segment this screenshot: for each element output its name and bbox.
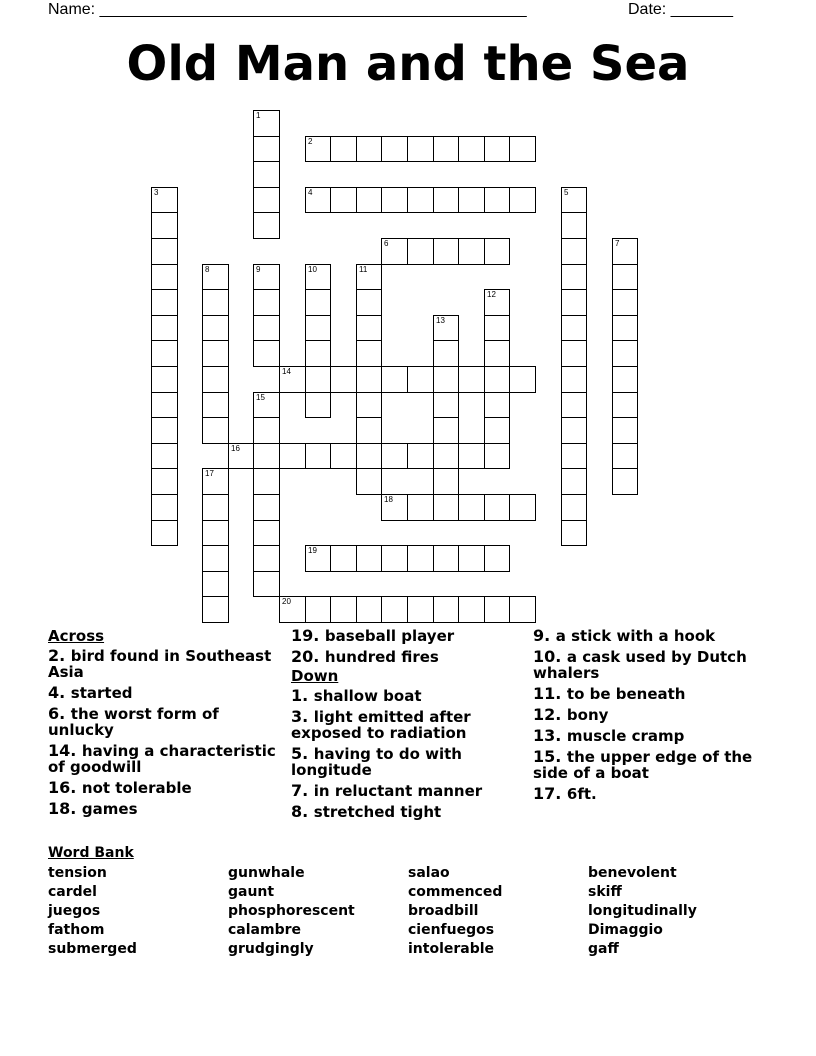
grid-cell[interactable] bbox=[458, 366, 485, 393]
clue-item-number: 5. bbox=[291, 744, 314, 763]
grid-cell[interactable] bbox=[253, 136, 280, 162]
clue-item bbox=[291, 688, 531, 704]
clues-column-2 bbox=[291, 628, 531, 825]
grid-cell[interactable] bbox=[484, 187, 510, 213]
clue-item-number: 13. bbox=[533, 726, 567, 745]
grid-cell[interactable] bbox=[407, 545, 434, 572]
clue-item-number: 9. bbox=[533, 626, 556, 645]
grid-cell[interactable] bbox=[433, 340, 459, 367]
grid-cell[interactable] bbox=[305, 596, 331, 623]
grid-cell[interactable] bbox=[202, 417, 229, 444]
grid-cell[interactable] bbox=[253, 468, 280, 495]
grid-cell[interactable] bbox=[151, 392, 178, 418]
grid-cell[interactable] bbox=[484, 315, 510, 341]
clue-item-text: stretched tight bbox=[313, 803, 442, 821]
clue-item bbox=[291, 783, 531, 799]
grid-cell[interactable] bbox=[561, 494, 587, 521]
grid-cell[interactable] bbox=[458, 238, 485, 265]
clue-item-text: to be beneath bbox=[566, 685, 686, 703]
clue-number: 2 bbox=[308, 137, 313, 146]
clue-item-number: 19. bbox=[291, 626, 325, 645]
grid-cell[interactable] bbox=[305, 187, 331, 213]
grid-cell[interactable] bbox=[356, 443, 382, 469]
grid-cell[interactable] bbox=[253, 212, 280, 239]
clue-number: 4 bbox=[308, 188, 313, 197]
clue-number: 11 bbox=[359, 265, 368, 274]
clue-item-number: 8. bbox=[291, 802, 314, 821]
grid-cell[interactable] bbox=[305, 443, 331, 469]
grid-cell[interactable] bbox=[253, 289, 280, 316]
grid-cell[interactable] bbox=[202, 545, 229, 572]
grid-cell[interactable] bbox=[151, 289, 178, 316]
grid-cell[interactable] bbox=[433, 187, 459, 213]
grid-cell[interactable] bbox=[561, 238, 587, 265]
grid-cell[interactable] bbox=[202, 571, 229, 597]
clue-item-text: started bbox=[70, 684, 133, 702]
grid-cell[interactable] bbox=[305, 340, 331, 367]
grid-cell[interactable] bbox=[509, 366, 536, 393]
clue-item-number: 15. bbox=[533, 747, 567, 766]
clue-item bbox=[48, 801, 288, 817]
clue-item bbox=[533, 649, 778, 681]
grid-cell[interactable] bbox=[253, 417, 280, 444]
grid-cell[interactable] bbox=[305, 366, 331, 393]
grid-cell[interactable] bbox=[612, 417, 638, 444]
grid-cell[interactable] bbox=[253, 545, 280, 572]
grid-cell[interactable] bbox=[458, 494, 485, 521]
word-bank-item: cardel bbox=[48, 884, 97, 900]
clue-number: 15 bbox=[256, 393, 265, 402]
grid-cell[interactable] bbox=[381, 443, 408, 469]
clue-item-number: 14. bbox=[48, 741, 82, 760]
grid-cell[interactable] bbox=[407, 494, 434, 521]
grid-cell[interactable] bbox=[407, 187, 434, 213]
word-bank-item: tension bbox=[48, 865, 107, 881]
across-heading: Across bbox=[48, 627, 105, 645]
grid-cell[interactable] bbox=[458, 136, 485, 162]
grid-cell[interactable] bbox=[612, 238, 638, 265]
grid-cell[interactable] bbox=[202, 596, 229, 623]
grid-cell[interactable] bbox=[151, 187, 178, 213]
clue-item bbox=[533, 628, 778, 644]
word-bank-item: gunwhale bbox=[228, 865, 305, 881]
grid-cell[interactable] bbox=[484, 392, 510, 418]
grid-cell[interactable] bbox=[561, 315, 587, 341]
grid-cell[interactable] bbox=[202, 289, 229, 316]
grid-cell[interactable] bbox=[279, 366, 306, 393]
grid-cell[interactable] bbox=[458, 596, 485, 623]
clue-item-number: 3. bbox=[291, 707, 314, 726]
grid-cell[interactable] bbox=[356, 417, 382, 444]
clue-number: 16 bbox=[231, 444, 240, 453]
grid-cell[interactable] bbox=[484, 289, 510, 316]
page-title: Old Man and the Sea bbox=[126, 36, 690, 92]
clue-item bbox=[291, 804, 531, 820]
word-bank-item: phosphorescent bbox=[228, 903, 355, 919]
clue-item-text: a stick with a hook bbox=[555, 627, 716, 645]
grid-cell[interactable] bbox=[356, 366, 382, 393]
grid-cell[interactable] bbox=[561, 340, 587, 367]
grid-cell[interactable] bbox=[612, 264, 638, 290]
clue-item-number: 18. bbox=[48, 799, 82, 818]
clue-item bbox=[48, 743, 288, 775]
grid-cell[interactable] bbox=[381, 238, 408, 265]
grid-cell[interactable] bbox=[433, 596, 459, 623]
word-bank-heading: Word Bank bbox=[48, 845, 134, 861]
grid-cell[interactable] bbox=[279, 596, 306, 623]
name-line: Name: ________________________________________________ bbox=[48, 1, 527, 18]
grid-cell[interactable] bbox=[407, 136, 434, 162]
grid-cell[interactable] bbox=[253, 520, 280, 546]
clue-item-text: in reluctant manner bbox=[313, 782, 483, 800]
grid-cell[interactable] bbox=[356, 187, 382, 213]
grid-cell[interactable] bbox=[356, 392, 382, 418]
grid-cell[interactable] bbox=[202, 494, 229, 521]
grid-cell[interactable] bbox=[433, 238, 459, 265]
grid-cell[interactable] bbox=[561, 417, 587, 444]
grid-cell[interactable] bbox=[509, 187, 536, 213]
grid-cell[interactable] bbox=[305, 264, 331, 290]
grid-cell[interactable] bbox=[612, 340, 638, 367]
grid-cell[interactable] bbox=[356, 315, 382, 341]
grid-cell[interactable] bbox=[305, 136, 331, 162]
grid-cell[interactable] bbox=[561, 443, 587, 469]
clue-item-text: muscle cramp bbox=[566, 727, 685, 745]
clue-item-text: games bbox=[81, 800, 138, 818]
grid-cell[interactable] bbox=[561, 187, 587, 213]
grid-cell[interactable] bbox=[381, 596, 408, 623]
grid-cell[interactable] bbox=[151, 520, 178, 546]
clue-item-number: 2. bbox=[48, 646, 71, 665]
clue-item bbox=[533, 707, 778, 723]
grid-cell[interactable] bbox=[484, 417, 510, 444]
grid-cell[interactable] bbox=[612, 468, 638, 495]
grid-cell[interactable] bbox=[151, 417, 178, 444]
clue-item-text: the worst form of unlucky bbox=[48, 705, 219, 739]
grid-cell[interactable] bbox=[484, 443, 510, 469]
grid-cell[interactable] bbox=[612, 443, 638, 469]
clue-number: 1 bbox=[256, 111, 261, 120]
clue-item bbox=[291, 649, 531, 665]
grid-cell[interactable] bbox=[253, 340, 280, 367]
word-bank-item: juegos bbox=[48, 903, 101, 919]
clue-item-number: 6. bbox=[48, 704, 71, 723]
word-bank-item: benevolent bbox=[588, 865, 677, 881]
grid-cell[interactable] bbox=[356, 136, 382, 162]
grid-cell[interactable] bbox=[151, 212, 178, 239]
grid-cell[interactable] bbox=[433, 136, 459, 162]
grid-cell[interactable] bbox=[484, 136, 510, 162]
clue-item-text: not tolerable bbox=[81, 779, 192, 797]
grid-cell[interactable] bbox=[151, 494, 178, 521]
grid-cell[interactable] bbox=[612, 315, 638, 341]
grid-cell[interactable] bbox=[151, 264, 178, 290]
clue-number: 14 bbox=[282, 367, 291, 376]
grid-cell[interactable] bbox=[330, 187, 357, 213]
grid-cell[interactable] bbox=[253, 315, 280, 341]
clue-item-text: having a characteristic of goodwill bbox=[48, 742, 276, 776]
grid-cell[interactable] bbox=[253, 187, 280, 213]
word-bank-item: cienfuegos bbox=[408, 922, 495, 938]
grid-cell[interactable] bbox=[356, 545, 382, 572]
clues-column-1 bbox=[48, 628, 288, 822]
clue-item-number: 10. bbox=[533, 647, 567, 666]
grid-cell[interactable] bbox=[381, 187, 408, 213]
clue-number: 12 bbox=[487, 290, 496, 299]
down-heading: Down bbox=[291, 667, 339, 685]
grid-cell[interactable] bbox=[458, 545, 485, 572]
clue-item bbox=[533, 749, 778, 781]
grid-cell[interactable] bbox=[561, 520, 587, 546]
grid-cell[interactable] bbox=[433, 494, 459, 521]
grid-cell[interactable] bbox=[509, 596, 536, 623]
grid-cell[interactable] bbox=[381, 366, 408, 393]
grid-cell[interactable] bbox=[228, 443, 254, 469]
clue-item bbox=[48, 706, 288, 738]
clue-item-number: 7. bbox=[291, 781, 314, 800]
grid-cell[interactable] bbox=[484, 238, 510, 265]
clue-item bbox=[533, 686, 778, 702]
clue-item-text: hundred fires bbox=[324, 648, 439, 666]
grid-cell[interactable] bbox=[561, 468, 587, 495]
clue-item bbox=[48, 685, 288, 701]
clue-number: 7 bbox=[615, 239, 620, 248]
grid-cell[interactable] bbox=[407, 596, 434, 623]
grid-cell[interactable] bbox=[433, 443, 459, 469]
word-bank-item: salao bbox=[408, 865, 450, 881]
grid-cell[interactable] bbox=[151, 443, 178, 469]
grid-cell[interactable] bbox=[305, 289, 331, 316]
word-bank-item: skiff bbox=[588, 884, 622, 900]
grid-cell[interactable] bbox=[381, 494, 408, 521]
word-bank-column-1 bbox=[48, 864, 228, 959]
grid-cell[interactable] bbox=[484, 340, 510, 367]
grid-cell[interactable] bbox=[356, 289, 382, 316]
grid-cell[interactable] bbox=[202, 264, 229, 290]
grid-cell[interactable] bbox=[253, 264, 280, 290]
word-bank-item: Dimaggio bbox=[588, 922, 663, 938]
clue-number: 17 bbox=[205, 469, 214, 478]
word-bank-item: grudgingly bbox=[228, 941, 314, 957]
clue-item-number: 12. bbox=[533, 705, 567, 724]
grid-cell[interactable] bbox=[356, 264, 382, 290]
grid-cell[interactable] bbox=[561, 264, 587, 290]
clue-item-number: 1. bbox=[291, 686, 314, 705]
grid-cell[interactable] bbox=[433, 392, 459, 418]
grid-cell[interactable] bbox=[330, 443, 357, 469]
grid-cell[interactable] bbox=[253, 443, 280, 469]
clue-number: 13 bbox=[436, 316, 445, 325]
clue-item bbox=[48, 780, 288, 796]
clue-number: 3 bbox=[154, 188, 159, 197]
clue-item-text: shallow boat bbox=[313, 687, 422, 705]
grid-cell[interactable] bbox=[484, 596, 510, 623]
grid-cell[interactable] bbox=[330, 545, 357, 572]
clue-item bbox=[291, 628, 531, 644]
clue-number: 5 bbox=[564, 188, 569, 197]
grid-cell[interactable] bbox=[202, 366, 229, 393]
grid-cell[interactable] bbox=[356, 340, 382, 367]
grid-cell[interactable] bbox=[253, 110, 280, 137]
grid-cell[interactable] bbox=[484, 494, 510, 521]
grid-cell[interactable] bbox=[612, 289, 638, 316]
clue-item-number: 11. bbox=[533, 684, 567, 703]
grid-cell[interactable] bbox=[407, 366, 434, 393]
date-line: Date: _______ bbox=[628, 1, 733, 18]
grid-cell[interactable] bbox=[407, 443, 434, 469]
clue-item-text: 6ft. bbox=[566, 785, 597, 803]
clues-column-3 bbox=[533, 628, 778, 807]
word-bank-item: gaff bbox=[588, 941, 619, 957]
clue-number: 8 bbox=[205, 265, 210, 274]
clue-number: 19 bbox=[308, 546, 317, 555]
grid-cell[interactable] bbox=[253, 161, 280, 188]
grid-cell[interactable] bbox=[330, 136, 357, 162]
word-bank-column-4 bbox=[588, 864, 768, 959]
word-bank-item: longitudinally bbox=[588, 903, 697, 919]
grid-cell[interactable] bbox=[305, 545, 331, 572]
word-bank-item: intolerable bbox=[408, 941, 495, 957]
grid-cell[interactable] bbox=[253, 494, 280, 521]
grid-cell[interactable] bbox=[561, 392, 587, 418]
grid-cell[interactable] bbox=[253, 392, 280, 418]
clue-item-number: 16. bbox=[48, 778, 82, 797]
grid-cell[interactable] bbox=[509, 136, 536, 162]
grid-cell[interactable] bbox=[509, 494, 536, 521]
word-bank-item: gaunt bbox=[228, 884, 275, 900]
grid-cell[interactable] bbox=[381, 136, 408, 162]
grid-cell[interactable] bbox=[151, 468, 178, 495]
clue-item bbox=[291, 709, 531, 741]
grid-cell[interactable] bbox=[458, 443, 485, 469]
clue-item-number: 20. bbox=[291, 647, 325, 666]
grid-cell[interactable] bbox=[561, 289, 587, 316]
grid-cell[interactable] bbox=[151, 238, 178, 265]
clue-item-text: having to do with longitude bbox=[291, 745, 462, 779]
clue-number: 20 bbox=[282, 597, 291, 606]
grid-cell[interactable] bbox=[484, 366, 510, 393]
grid-cell[interactable] bbox=[433, 545, 459, 572]
grid-cell[interactable] bbox=[202, 468, 229, 495]
word-bank-item: submerged bbox=[48, 941, 137, 957]
grid-cell[interactable] bbox=[330, 596, 357, 623]
word-bank-item: commenced bbox=[408, 884, 503, 900]
grid-cell[interactable] bbox=[433, 417, 459, 444]
grid-cell[interactable] bbox=[202, 315, 229, 341]
grid-cell[interactable] bbox=[151, 340, 178, 367]
grid-cell[interactable] bbox=[561, 366, 587, 393]
word-bank-column-2 bbox=[228, 864, 408, 959]
clue-number: 9 bbox=[256, 265, 261, 274]
word-bank-item: broadbill bbox=[408, 903, 479, 919]
grid-cell[interactable] bbox=[356, 468, 382, 495]
word-bank-column-3 bbox=[408, 864, 588, 959]
grid-cell[interactable] bbox=[433, 366, 459, 393]
clue-item-text: light emitted after exposed to radiation bbox=[291, 708, 471, 742]
word-bank-item: fathom bbox=[48, 922, 105, 938]
grid-cell[interactable] bbox=[202, 340, 229, 367]
clue-item bbox=[533, 786, 778, 802]
clue-number: 18 bbox=[384, 495, 393, 504]
grid-cell[interactable] bbox=[151, 315, 178, 341]
clue-item-text: bony bbox=[566, 706, 609, 724]
grid-cell[interactable] bbox=[407, 238, 434, 265]
grid-cell[interactable] bbox=[202, 520, 229, 546]
grid-cell[interactable] bbox=[484, 545, 510, 572]
grid-cell[interactable] bbox=[253, 571, 280, 597]
grid-cell[interactable] bbox=[433, 468, 459, 495]
clue-item-text: the upper edge of the side of a boat bbox=[533, 748, 753, 782]
clue-item-number: 4. bbox=[48, 683, 71, 702]
grid-cell[interactable] bbox=[202, 392, 229, 418]
clue-item bbox=[291, 746, 531, 778]
clue-item-text: bird found in Southeast Asia bbox=[48, 647, 272, 681]
grid-cell[interactable] bbox=[433, 315, 459, 341]
clue-number: 6 bbox=[384, 239, 389, 248]
clue-number: 10 bbox=[308, 265, 317, 274]
grid-cell[interactable] bbox=[279, 443, 306, 469]
grid-cell[interactable] bbox=[561, 212, 587, 239]
word-bank-item: calambre bbox=[228, 922, 302, 938]
grid-cell[interactable] bbox=[612, 392, 638, 418]
clue-item-number: 17. bbox=[533, 784, 567, 803]
grid-cell[interactable] bbox=[356, 596, 382, 623]
grid-cell[interactable] bbox=[612, 366, 638, 393]
grid-cell[interactable] bbox=[305, 392, 331, 418]
clue-item bbox=[533, 728, 778, 744]
grid-cell[interactable] bbox=[381, 545, 408, 572]
grid-cell[interactable] bbox=[305, 315, 331, 341]
clue-item bbox=[48, 648, 288, 680]
grid-cell[interactable] bbox=[458, 187, 485, 213]
grid-cell[interactable] bbox=[151, 366, 178, 393]
clue-item-text: a cask used by Dutch whalers bbox=[533, 648, 747, 682]
clue-item-text: baseball player bbox=[324, 627, 455, 645]
grid-cell[interactable] bbox=[330, 366, 357, 393]
